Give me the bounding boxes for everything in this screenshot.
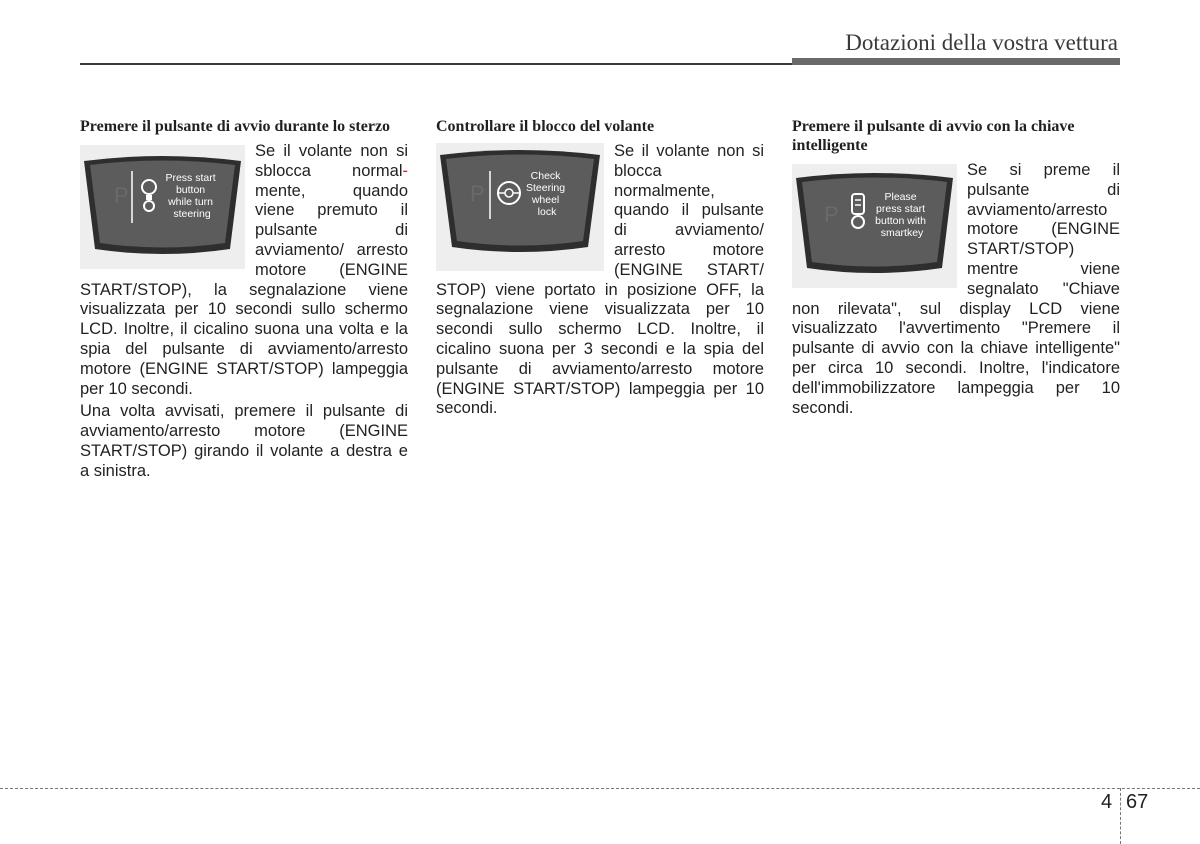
footer-divider — [0, 788, 1200, 789]
body-paragraph: Se il volante non si blocca normalmente, quando il pulsante di avviamento/ arresto motore (ENGINE START/ STOP) viene portato in posizione OFF, la segnalazione viene visualizzata per 10 secondi sullo schermo LCD. Inoltre, il cicalino suona per 3 secondi e la spia del pulsante di avviamento/arresto motore (ENGINE START/STOP) lampeggia per 10 secondi. — [436, 142, 764, 418]
header-rule-accent — [792, 58, 1120, 65]
column-smartkey — [792, 117, 1120, 418]
page-header-title: Dotazioni della vostra vettura — [845, 30, 1118, 55]
svg-text:P: P — [470, 181, 485, 206]
chapter-number: 4 — [1101, 791, 1113, 813]
hyphen-mark: - — [402, 161, 408, 180]
svg-text:P: P — [114, 183, 129, 208]
column-steering-start — [80, 117, 408, 482]
lcd-line-4: smartkey — [880, 227, 924, 239]
lcd-warning-figure — [80, 145, 245, 269]
header-rule — [80, 63, 792, 65]
svg-text:Press start button — [165, 172, 218, 220]
lcd-line-2: Steering — [525, 182, 566, 194]
lcd-line-4: steering — [173, 208, 211, 220]
svg-text:P: P — [824, 202, 839, 227]
lcd-line-3: button with — [875, 215, 926, 227]
lcd-line-2: press start — [876, 203, 926, 215]
lcd-line-1: Check — [530, 170, 561, 182]
section-heading: Premere il pulsante di avvio con la chiave intelligente — [792, 118, 1075, 154]
lcd-warning-figure — [792, 164, 957, 288]
body-text: mente, quando viene premuto il pulsante di avviamento/ arresto motore (ENGINE START/STOP), la segnalazione viene visualizzata per 10 secondi sullo schermo LCD. Inoltre, il cicalino suona una volta e la spia del pulsante di avviamento/arresto motore (ENGINE START/STOP) lampeggia per 10 secondi. — [80, 181, 408, 398]
body-text: Se il volante non si sblocca normal — [255, 142, 408, 180]
lcd-line-3: while turn — [168, 196, 214, 208]
section-heading: Premere il pulsante di avvio durante lo sterzo — [80, 118, 391, 135]
section-heading: Controllare il blocco del volante — [436, 118, 655, 135]
lcd-line-4: lock — [537, 206, 557, 218]
footer-vertical-divider — [1120, 788, 1121, 844]
lcd-warning-figure — [436, 143, 604, 271]
lcd-line-1: Please — [884, 191, 917, 203]
page-number: 67 — [1126, 791, 1149, 813]
lcd-line-3: wheel — [531, 194, 560, 206]
lcd-line-1: Press start — [165, 172, 216, 184]
body-paragraph: Se si preme il pulsante di avviamento/arresto motore (ENGINE START/STOP) mentre viene segnalato "Chiave non rilevata", sul display LCD viene visualizzato l'avvertimento "Premere il pulsante di avvio con la chiave intelligente" per circa 10 secondi. Inoltre, l'indicatore dell'immobilizzatore lampeggia per 10 secondi. — [792, 161, 1120, 417]
lcd-line-2: button — [175, 184, 206, 196]
body-paragraph: Una volta avvisati, premere il pulsante di avviamento/arresto motore (ENGINE START/STOP) girando il volante a destra e a sinistra. — [80, 402, 408, 480]
column-steering-lock — [436, 117, 764, 419]
